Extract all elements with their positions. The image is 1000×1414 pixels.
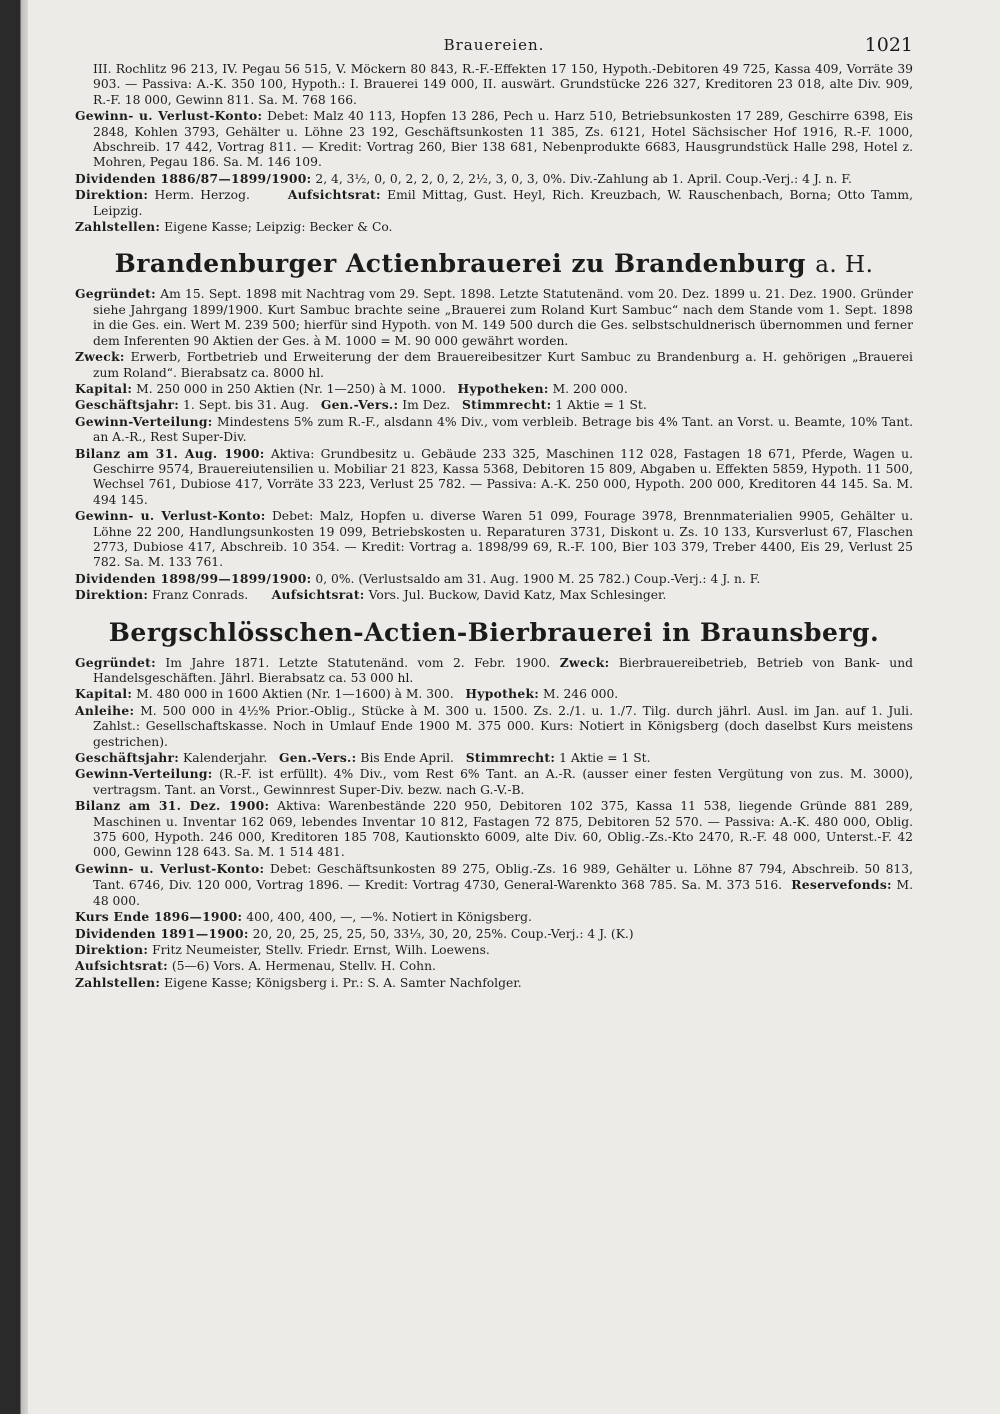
entry-braunsberg — [75, 655, 913, 992]
brandenburg-management — [75, 587, 913, 603]
prev-zahlstellen-text: Eigene Kasse; Leipzig: Becker & Co. — [164, 220, 393, 235]
braunsberg-direktion — [75, 942, 913, 958]
braunsberg-voting-text: 1 Aktie = 1 St. — [559, 751, 651, 766]
braunsberg-profit-distribution-label: Gewinn-Verteilung: — [75, 766, 213, 782]
brandenburg-purpose-label: Zweck: — [75, 349, 125, 365]
braunsberg-paying-agents — [75, 975, 913, 991]
braunsberg-reserve-text: M. 48 000. — [93, 878, 913, 908]
brandenburg-balance-text: Aktiva: Grundbesitz u. Gebäude 233 325, Maschinen 112 028, Fastagen 18 671, Pferde, Wagen u. Geschirre 9574, Brauereiutensilien u. Mobiliar 21 823, Kassa 5368, Debitoren 15 809, Abgaben u. Effekten 5859, Hypoth. 11 500, Wechsel 761, Dubiose 417, Vorräte 33 223, Verlust 25 782. — Passiva: A.-K. 250 000, Hypoth. 200 000, Kreditoren 44 145. Sa. M. 494 145. — [93, 446, 913, 507]
running-title: Brauereien. — [443, 36, 545, 54]
prev-aufsichtsrat-label: Aufsichtsrat: — [287, 187, 381, 203]
brandenburg-fiscal-year-label: Geschäftsjahr: — [75, 397, 180, 413]
brandenburg-aufsichtsrat-text: Vors. Jul. Buckow, David Katz, Max Schlesinger. — [368, 588, 667, 603]
brandenburg-meeting-text: Im Dez. — [402, 398, 451, 413]
braunsberg-meeting-label: Gen.-Vers.: — [278, 750, 357, 766]
balance-continuation — [75, 62, 913, 108]
braunsberg-founded-text: Im Jahre 1871. Letzte Statutenänd. vom 2. Febr. 1900. — [165, 655, 551, 670]
braunsberg-reserve-label: Reservefonds: — [791, 877, 892, 893]
brandenburg-purpose-text: Erwerb, Fortbetrieb und Erweiterung der dem Brauereibesitzer Kurt Sambuc zu Brandenburg a. H. gehörigen „Brauerei zum Roland“. Bierabsatz ca. 8000 hl. — [93, 350, 913, 380]
braunsberg-purpose-text: Bierbrauereibetrieb, Betrieb von Bank- und Handelsgeschäften. Jährl. Bierabsatz ca. 53 000 hl. — [93, 655, 913, 685]
brandenburg-mortgage-text: M. 200 000. — [552, 381, 628, 396]
prev-guv — [75, 108, 913, 171]
braunsberg-balance-label: Bilanz am 31. Dez. 1900: — [75, 798, 270, 814]
braunsberg-aufsichtsrat-text: (5—6) Vors. A. Hermenau, Stellv. H. Cohn. — [171, 959, 436, 974]
braunsberg-balance-text: Aktiva: Warenbestände 220 950, Debitoren 102 375, Kassa 11 538, liegende Gründe 881 289, Maschinen u. Inventar 162 069, lebendes Inventar 10 812, Fastagen 72 875, Debitoren 52 570. — Passiva: A.-K. 480 000, Oblig. 375 600, Hypoth. 246 000, Kreditoren 185 708, Kautionskto 6009, alte Div. 60, Oblig.-Zs.-Kto 2470, R.-F. 48 000, Unterst.-F. 42 000, Gewinn 128 643. Sa. M. 1 514 481. — [93, 799, 913, 860]
braunsberg-aufsichtsrat-label: Aufsichtsrat: — [75, 958, 168, 974]
prev-dividends-label: Dividenden 1886/87—1899/1900: — [75, 170, 312, 186]
brandenburg-dividends-label: Dividenden 1898/99—1899/1900: — [75, 570, 312, 586]
brandenburg-profit-distribution-label: Gewinn-Verteilung: — [75, 413, 213, 429]
braunsberg-capital-label: Kapital: — [75, 686, 133, 702]
braunsberg-purpose-label: Zweck: — [559, 654, 610, 670]
braunsberg-loan — [75, 703, 913, 750]
braunsberg-guv-text: Debet: Geschäftsunkosten 89 275, Oblig.-Zs. 16 989, Gehälter u. Löhne 87 794, Abschreib. 50 813, Tant. 6746, Div. 120 000, Vortrag 1896. — Kredit: Vortrag 4730, General-Warenkto 368 785. Sa. M. 373 516. — [93, 861, 913, 893]
prev-zahlstellen-label: Zahlstellen: — [75, 219, 161, 235]
brandenburg-direktion-text: Franz Conrads. — [152, 588, 249, 603]
brandenburg-founded — [75, 286, 913, 349]
prev-guv-text: Debet: Malz 40 113, Hopfen 13 286, Pech u. Harz 510, Betriebsunkosten 17 289, Geschirre 6398, Eis 2848, Kohlen 3793, Gehälter u. Löhne 23 192, Geschäftsunkosten 11 385, Zs. 6121, Hotel Sächsischer Hof 1916, R.-F. 1000, Abschreib. 17 442, Vortrag 811. — Kredit: Vortrag 260, Bier 138 681, Nebenprodukte 6683, Hausgrundstück Halle 298, Hotel z. Mohren, Pegau 186. Sa. M. 146 109. — [93, 109, 913, 170]
company-title-brandenburg-suffix: a. H. — [815, 252, 874, 279]
braunsberg-fiscal-year-label: Geschäftsjahr: — [75, 750, 180, 766]
prev-aufsichtsrat-text: Emil Mittag, Gust. Heyl, Rich. Kreuzbach, W. Rauschenbach, Borna; Otto Tamm, Leipzig. — [93, 188, 913, 218]
brandenburg-purpose — [75, 349, 913, 381]
brandenburg-aufsichtsrat-label: Aufsichtsrat: — [271, 587, 365, 603]
prev-dividends-text: 2, 4, 3½, 0, 0, 2, 2, 0, 2, 2½, 3, 0, 3, 0%. Div.-Zahlung ab 1. April. Coup.-Verj.: 4 J. n. F. — [315, 171, 852, 186]
braunsberg-capital-text: M. 480 000 in 1600 Aktien (Nr. 1—1600) à M. 300. — [136, 687, 454, 702]
braunsberg-mortgage-label: Hypothek: — [465, 686, 540, 702]
running-head — [75, 34, 913, 62]
brandenburg-voting-text: 1 Aktie = 1 St. — [555, 398, 647, 413]
prev-direktion-text: Herm. Herzog. — [154, 188, 250, 203]
company-title-brandenburg — [75, 249, 913, 278]
book-spine-edge — [0, 0, 28, 1414]
brandenburg-balance — [75, 446, 913, 509]
prev-management — [75, 187, 913, 219]
braunsberg-mortgage-text: M. 246 000. — [543, 687, 619, 702]
brandenburg-capital-label: Kapital: — [75, 380, 133, 396]
brandenburg-founded-label: Gegründet: — [75, 286, 156, 302]
brandenburg-voting-label: Stimmrecht: — [461, 397, 552, 413]
braunsberg-zahlstellen-label: Zahlstellen: — [75, 974, 161, 990]
braunsberg-voting-label: Stimmrecht: — [465, 750, 556, 766]
prev-direktion-label: Direktion: — [75, 187, 149, 203]
brandenburg-direktion-label: Direktion: — [75, 587, 149, 603]
entry-brandenburg — [75, 286, 913, 603]
page-number: 1021 — [864, 34, 913, 56]
braunsberg-dividends-label: Dividenden 1891—1900: — [75, 925, 249, 941]
braunsberg-share-price — [75, 909, 913, 925]
previous-entry — [75, 62, 913, 235]
braunsberg-zahlstellen-text: Eigene Kasse; Königsberg i. Pr.: S. A. Samter Nachfolger. — [164, 975, 522, 990]
braunsberg-dividends-text: 20, 20, 25, 25, 25, 50, 33⅓, 30, 20, 25%. Coup.-Verj.: 4 J. (K.) — [252, 926, 634, 941]
brandenburg-profit-distribution — [75, 414, 913, 446]
company-title-braunsberg — [75, 618, 913, 647]
brandenburg-founded-text: Am 15. Sept. 1898 mit Nachtrag vom 29. Sept. 1898. Letzte Statutenänd. vom 20. Dez. 1899 u. 21. Dez. 1900. Gründer siehe Jahrgang 1899/1900. Kurt Sambuc brachte seine „Brauerei zum Roland Kurt Sambuc“ nach dem Stande vom 1. Sept. 1898 in die Ges. ein. Wert M. 239 500; hierfür sind Hypoth. von M. 149 500 durch die Ges. selbstschuldnerisch übernommen und ferner dem Inferenten 90 Aktien der Ges. à M. 1000 = M. 90 000 gewährt worden. — [93, 287, 913, 348]
company-title-braunsberg-text: Bergschlösschen-Actien-Bierbrauerei in Braunsberg. — [108, 617, 880, 647]
braunsberg-profit-distribution-text: (R.-F. ist erfüllt). 4% Div., vom Rest 6% Tant. an A.-R. (ausser einer festen Vergütung von zus. M. 3000), vertragsm. Tant. an Vorst., Gewinnrest Super-Div. bezw. nach G.-V.-B. — [93, 767, 913, 797]
braunsberg-guv-label: Gewinn- u. Verlust-Konto: — [75, 860, 265, 876]
brandenburg-dividends — [75, 571, 913, 587]
brandenburg-fiscal-year-text: 1. Sept. bis 31. Aug. — [183, 398, 310, 413]
brandenburg-dividends-text: 0, 0%. (Verlustsaldo am 31. Aug. 1900 M. 25 782.) Coup.-Verj.: 4 J. n. F. — [315, 571, 761, 586]
prev-paying-agents — [75, 219, 913, 235]
brandenburg-profit-distribution-text: Mindestens 5% zum R.-F., alsdann 4% Div., vom verbleib. Betrage bis 4% Tant. an Vorst. u. Beamte, 10% Tant. an A.-R., Rest Super-Div. — [93, 414, 913, 445]
braunsberg-profit-distribution — [75, 766, 913, 798]
braunsberg-capital — [75, 686, 913, 702]
brandenburg-meeting-label: Gen.-Vers.: — [320, 397, 399, 413]
braunsberg-direktion-label: Direktion: — [75, 941, 149, 957]
braunsberg-share-price-label: Kurs Ende 1896—1900: — [75, 909, 243, 925]
braunsberg-loan-label: Anleihe: — [75, 702, 135, 718]
braunsberg-dividends — [75, 926, 913, 942]
braunsberg-guv — [75, 861, 913, 909]
braunsberg-fiscal-year — [75, 750, 913, 766]
brandenburg-guv-text: Debet: Malz, Hopfen u. diverse Waren 51 099, Fourage 3978, Brennmaterialien 9905, Gehälter u. Löhne 22 200, Handlungsunkosten 19 099, Betriebskosten u. Reparaturen 3731, Diskont u. Zs. 10 133, Kursverlust 67, Flaschen 2773, Dubiose 417, Abschreib. 10 354. — Kredit: Vortrag a. 1898/99 69, R.-F. 100, Bier 103 379, Treber 4400, Eis 29, Verlust 25 782. Sa. M. 133 761. — [93, 509, 913, 570]
prev-dividends — [75, 171, 913, 187]
brandenburg-balance-label: Bilanz am 31. Aug. 1900: — [75, 445, 265, 461]
brandenburg-fiscal-year — [75, 397, 913, 413]
balance-continuation-text: III. Rochlitz 96 213, IV. Pegau 56 515, V. Möckern 80 843, R.-F.-Effekten 17 150, Hypoth.-Debitoren 49 725, Kassa 409, Vorräte 39 903. — Passiva: A.-K. 350 100, Hypoth.: I. Brauerei 149 000, II. auswärt. Grundstücke 226 327, Kreditoren 23 018, alte Div. 909, R.-F. 18 000, Gewinn 811. Sa. M. 768 166. — [93, 62, 913, 107]
brandenburg-capital-text: M. 250 000 in 250 Aktien (Nr. 1—250) à M. 1000. — [136, 381, 446, 396]
company-title-brandenburg-text: Brandenburger Actienbrauerei zu Brandenburg — [114, 249, 806, 279]
braunsberg-meeting-text: Bis Ende April. — [360, 751, 454, 766]
brandenburg-guv-label: Gewinn- u. Verlust-Konto: — [75, 508, 266, 524]
braunsberg-fiscal-year-text: Kalenderjahr. — [183, 751, 268, 766]
braunsberg-founded — [75, 655, 913, 687]
braunsberg-share-price-text: 400, 400, 400, —, —%. Notiert in Königsberg. — [246, 910, 532, 925]
brandenburg-capital — [75, 381, 913, 397]
braunsberg-founded-label: Gegründet: — [75, 654, 156, 670]
brandenburg-guv — [75, 508, 913, 571]
brandenburg-mortgage-label: Hypotheken: — [457, 380, 549, 396]
braunsberg-direktion-text: Fritz Neumeister, Stellv. Friedr. Ernst, Wilh. Loewens. — [152, 942, 490, 957]
prev-guv-label: Gewinn- u. Verlust-Konto: — [75, 108, 263, 124]
braunsberg-balance — [75, 798, 913, 861]
braunsberg-aufsichtsrat — [75, 958, 913, 974]
document-page — [75, 34, 913, 991]
braunsberg-loan-text: M. 500 000 in 4½% Prior.-Oblig., Stücke à M. 300 u. 1500. Zs. 2./1. u. 1./7. Tilg. durch jährl. Ausl. im Jan. auf 1. Juli. Zahlst.: Gesellschaftskasse. Noch in Umlauf Ende 1900 M. 375 000. Kurs: Notiert in Königsberg (doch daselbst Kurs meistens gestrichen). — [93, 703, 913, 749]
